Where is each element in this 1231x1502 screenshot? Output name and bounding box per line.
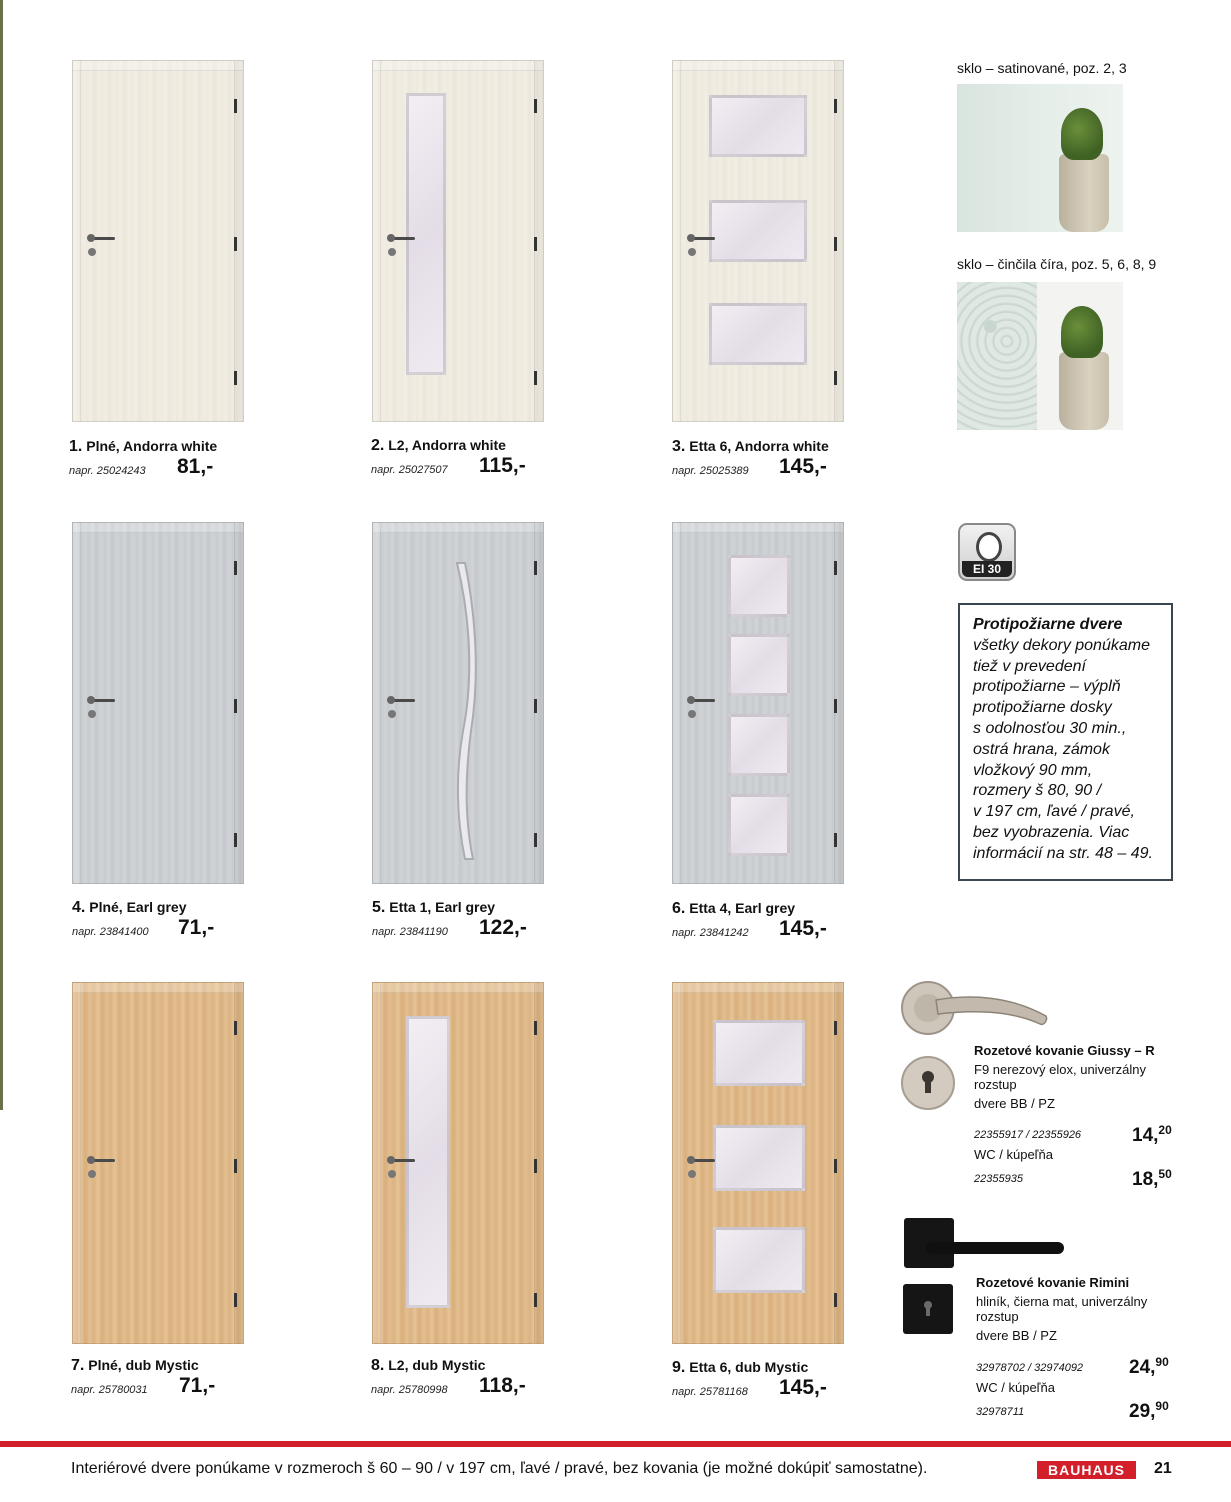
door-image-5	[372, 522, 544, 884]
hardware-code: 22355935	[974, 1173, 1023, 1185]
door-number: 9.	[672, 1359, 686, 1376]
glass-satin-photo	[957, 84, 1123, 232]
door-handle-icon	[89, 699, 115, 702]
rimini-hardware-block	[976, 1275, 1176, 1425]
plant-pot-icon	[1059, 154, 1109, 232]
door-glass-panel	[713, 1227, 805, 1293]
door-handle-icon	[689, 237, 715, 240]
door-name: Plné, Earl grey	[89, 899, 187, 915]
door-glass-panel	[406, 93, 446, 375]
door-code: napr. 25780031	[71, 1384, 148, 1396]
door-number: 1.	[69, 438, 83, 455]
fire-door-text-line: bez vyobrazenia. Viac	[973, 823, 1130, 841]
fire-door-text-line: tiež v prevedení	[973, 657, 1086, 675]
giussy-hardware-block	[974, 1043, 1174, 1193]
hardware-variant-label: WC / kúpeľňa	[974, 1147, 1053, 1162]
plant-pot-icon	[1059, 352, 1109, 430]
door-code: napr. 23841400	[72, 926, 149, 938]
cactus-icon	[1061, 108, 1103, 160]
rimini-handle-icon	[902, 1216, 1066, 1270]
door-price: 145,-	[779, 1376, 827, 1399]
hardware-variant-label: dvere BB / PZ	[974, 1096, 1055, 1111]
door-code: napr. 25781168	[672, 1386, 748, 1398]
fire-rating-badge	[958, 523, 1016, 581]
door-price: 81,-	[177, 455, 214, 478]
hardware-price: 14,20	[1132, 1123, 1172, 1146]
door-caption-5	[372, 899, 527, 939]
door-handle-icon	[89, 1159, 115, 1162]
door-number: 7.	[71, 1357, 85, 1374]
door-glass-panel	[709, 95, 807, 157]
hardware-variant-label: dvere BB / PZ	[976, 1328, 1057, 1343]
door-name: L2, dub Mystic	[388, 1357, 486, 1373]
door-glass-panel	[709, 303, 807, 365]
bauhaus-logo: BAUHAUS	[1037, 1461, 1136, 1479]
door-caption-1	[69, 438, 218, 478]
door-name: Etta 4, Earl grey	[689, 900, 796, 916]
door-name: Etta 1, Earl grey	[389, 899, 496, 915]
hardware-desc: F9 nerezový elox, univerzálny	[974, 1062, 1146, 1077]
door-handle-icon	[689, 699, 715, 702]
fire-door-text-line: rozmery š 80, 90 /	[973, 782, 1102, 800]
flame-icon	[976, 532, 1002, 562]
door-glass-panel	[709, 200, 807, 262]
footer-red-bar	[0, 1441, 1231, 1447]
door-image-1	[72, 60, 244, 422]
fire-door-text-line: ostrá hrana, zámok	[973, 740, 1110, 758]
fire-door-text-line: informácií na str. 48 – 49.	[973, 844, 1153, 862]
door-number: 8.	[371, 1357, 385, 1374]
door-code: napr. 23841190	[372, 926, 448, 938]
door-handle-icon	[389, 1159, 415, 1162]
hardware-code: 32978702 / 32974092	[976, 1362, 1084, 1374]
door-glass-panel	[406, 1016, 450, 1308]
glass-satin-title: sklo – satinované, poz. 2, 3	[957, 60, 1127, 76]
hardware-variant-label: WC / kúpeľňa	[976, 1380, 1055, 1395]
fire-door-text-line: s odolnosťou 30 min.,	[973, 719, 1127, 737]
door-price: 145,-	[779, 917, 827, 940]
door-price: 118,-	[479, 1374, 526, 1397]
page-number: 21	[1154, 1460, 1172, 1477]
door-price: 71,-	[179, 1374, 216, 1397]
hardware-desc: rozstup	[976, 1309, 1019, 1324]
door-caption-3	[672, 438, 829, 478]
door-number: 5.	[372, 899, 386, 916]
door-glass-panel	[728, 634, 790, 696]
door-price: 115,-	[479, 454, 526, 477]
door-code: napr. 25780998	[371, 1384, 448, 1396]
fire-door-text-line: protipožiarne – výplň	[973, 678, 1121, 696]
door-handle-icon	[89, 237, 115, 240]
fire-door-text-line: v 197 cm, ľavé / pravé,	[973, 803, 1135, 821]
door-name: L2, Andorra white	[388, 437, 506, 453]
door-price: 145,-	[779, 455, 827, 478]
door-glass-panel	[713, 1125, 805, 1191]
rimini-keyhole-rosette-icon	[902, 1283, 954, 1335]
hardware-code: 32978711	[976, 1406, 1025, 1418]
fire-rating-label: EI 30	[962, 561, 1012, 577]
door-caption-2	[371, 437, 526, 477]
left-edge-rule	[0, 0, 3, 1110]
door-glass-panel	[728, 714, 790, 776]
hardware-title: Rozetové kovanie Giussy – R	[974, 1043, 1155, 1058]
door-image-7	[72, 982, 244, 1344]
glass-chinchilla-photo	[957, 282, 1123, 430]
giussy-handle-icon	[900, 980, 1050, 1040]
footer-note: Interiérové dvere ponúkame v rozmeroch š 60 – 90 / v 197 cm, ľavé / pravé, bez kovania (je možné dokúpiť samostatne).	[71, 1460, 928, 1477]
door-glass-panel	[713, 1020, 805, 1086]
fire-door-text-line: vložkový 90 mm,	[973, 761, 1093, 779]
door-number: 6.	[672, 900, 686, 917]
door-image-2	[372, 60, 544, 422]
hardware-price: 29,90	[1129, 1399, 1169, 1422]
door-caption-8	[371, 1357, 526, 1397]
door-image-9	[672, 982, 844, 1344]
door-code: napr. 23841242	[672, 927, 749, 939]
door-handle-icon	[689, 1159, 715, 1162]
door-caption-9	[672, 1359, 827, 1399]
door-glass-panel	[728, 794, 790, 856]
door-code: napr. 25024243	[69, 465, 146, 477]
cactus-icon	[1061, 306, 1103, 358]
door-wave-glass	[451, 561, 477, 861]
door-price: 71,-	[178, 916, 215, 939]
door-price: 122,-	[479, 916, 527, 939]
hardware-price: 18,50	[1132, 1167, 1172, 1190]
door-image-6	[672, 522, 844, 884]
door-image-4	[72, 522, 244, 884]
hardware-title: Rozetové kovanie Rimini	[976, 1275, 1130, 1290]
door-name: Plné, Andorra white	[86, 438, 218, 454]
door-caption-6	[672, 900, 827, 940]
door-caption-4	[72, 899, 215, 939]
hardware-desc: hliník, čierna mat, univerzálny	[976, 1294, 1148, 1309]
door-code: napr. 25025389	[672, 465, 749, 477]
door-name: Etta 6, Andorra white	[689, 438, 829, 454]
door-glass-panel	[728, 555, 790, 617]
door-image-8	[372, 982, 544, 1344]
door-name: Plné, dub Mystic	[88, 1357, 199, 1373]
door-number: 4.	[72, 899, 86, 916]
hardware-code: 22355917 / 22355926	[974, 1129, 1082, 1141]
fire-door-title: Protipožiarne dvere	[973, 616, 1123, 633]
door-code: napr. 25027507	[371, 464, 448, 476]
hardware-desc: rozstup	[974, 1077, 1017, 1092]
door-handle-icon	[389, 699, 415, 702]
door-handle-icon	[389, 237, 415, 240]
door-name: Etta 6, dub Mystic	[689, 1359, 809, 1375]
door-image-3	[672, 60, 844, 422]
fire-door-text-line: všetky dekory ponúkame	[973, 636, 1150, 654]
fire-door-info-box	[958, 603, 1173, 881]
door-number: 2.	[371, 437, 385, 454]
fire-door-text-line: protipožiarne dosky	[973, 699, 1112, 717]
hardware-price: 24,90	[1129, 1355, 1169, 1378]
door-number: 3.	[672, 438, 686, 455]
giussy-keyhole-rosette-icon	[900, 1055, 956, 1111]
glass-chinchilla-title: sklo – činčila číra, poz. 5, 6, 8, 9	[957, 256, 1157, 272]
door-caption-7	[71, 1357, 216, 1397]
